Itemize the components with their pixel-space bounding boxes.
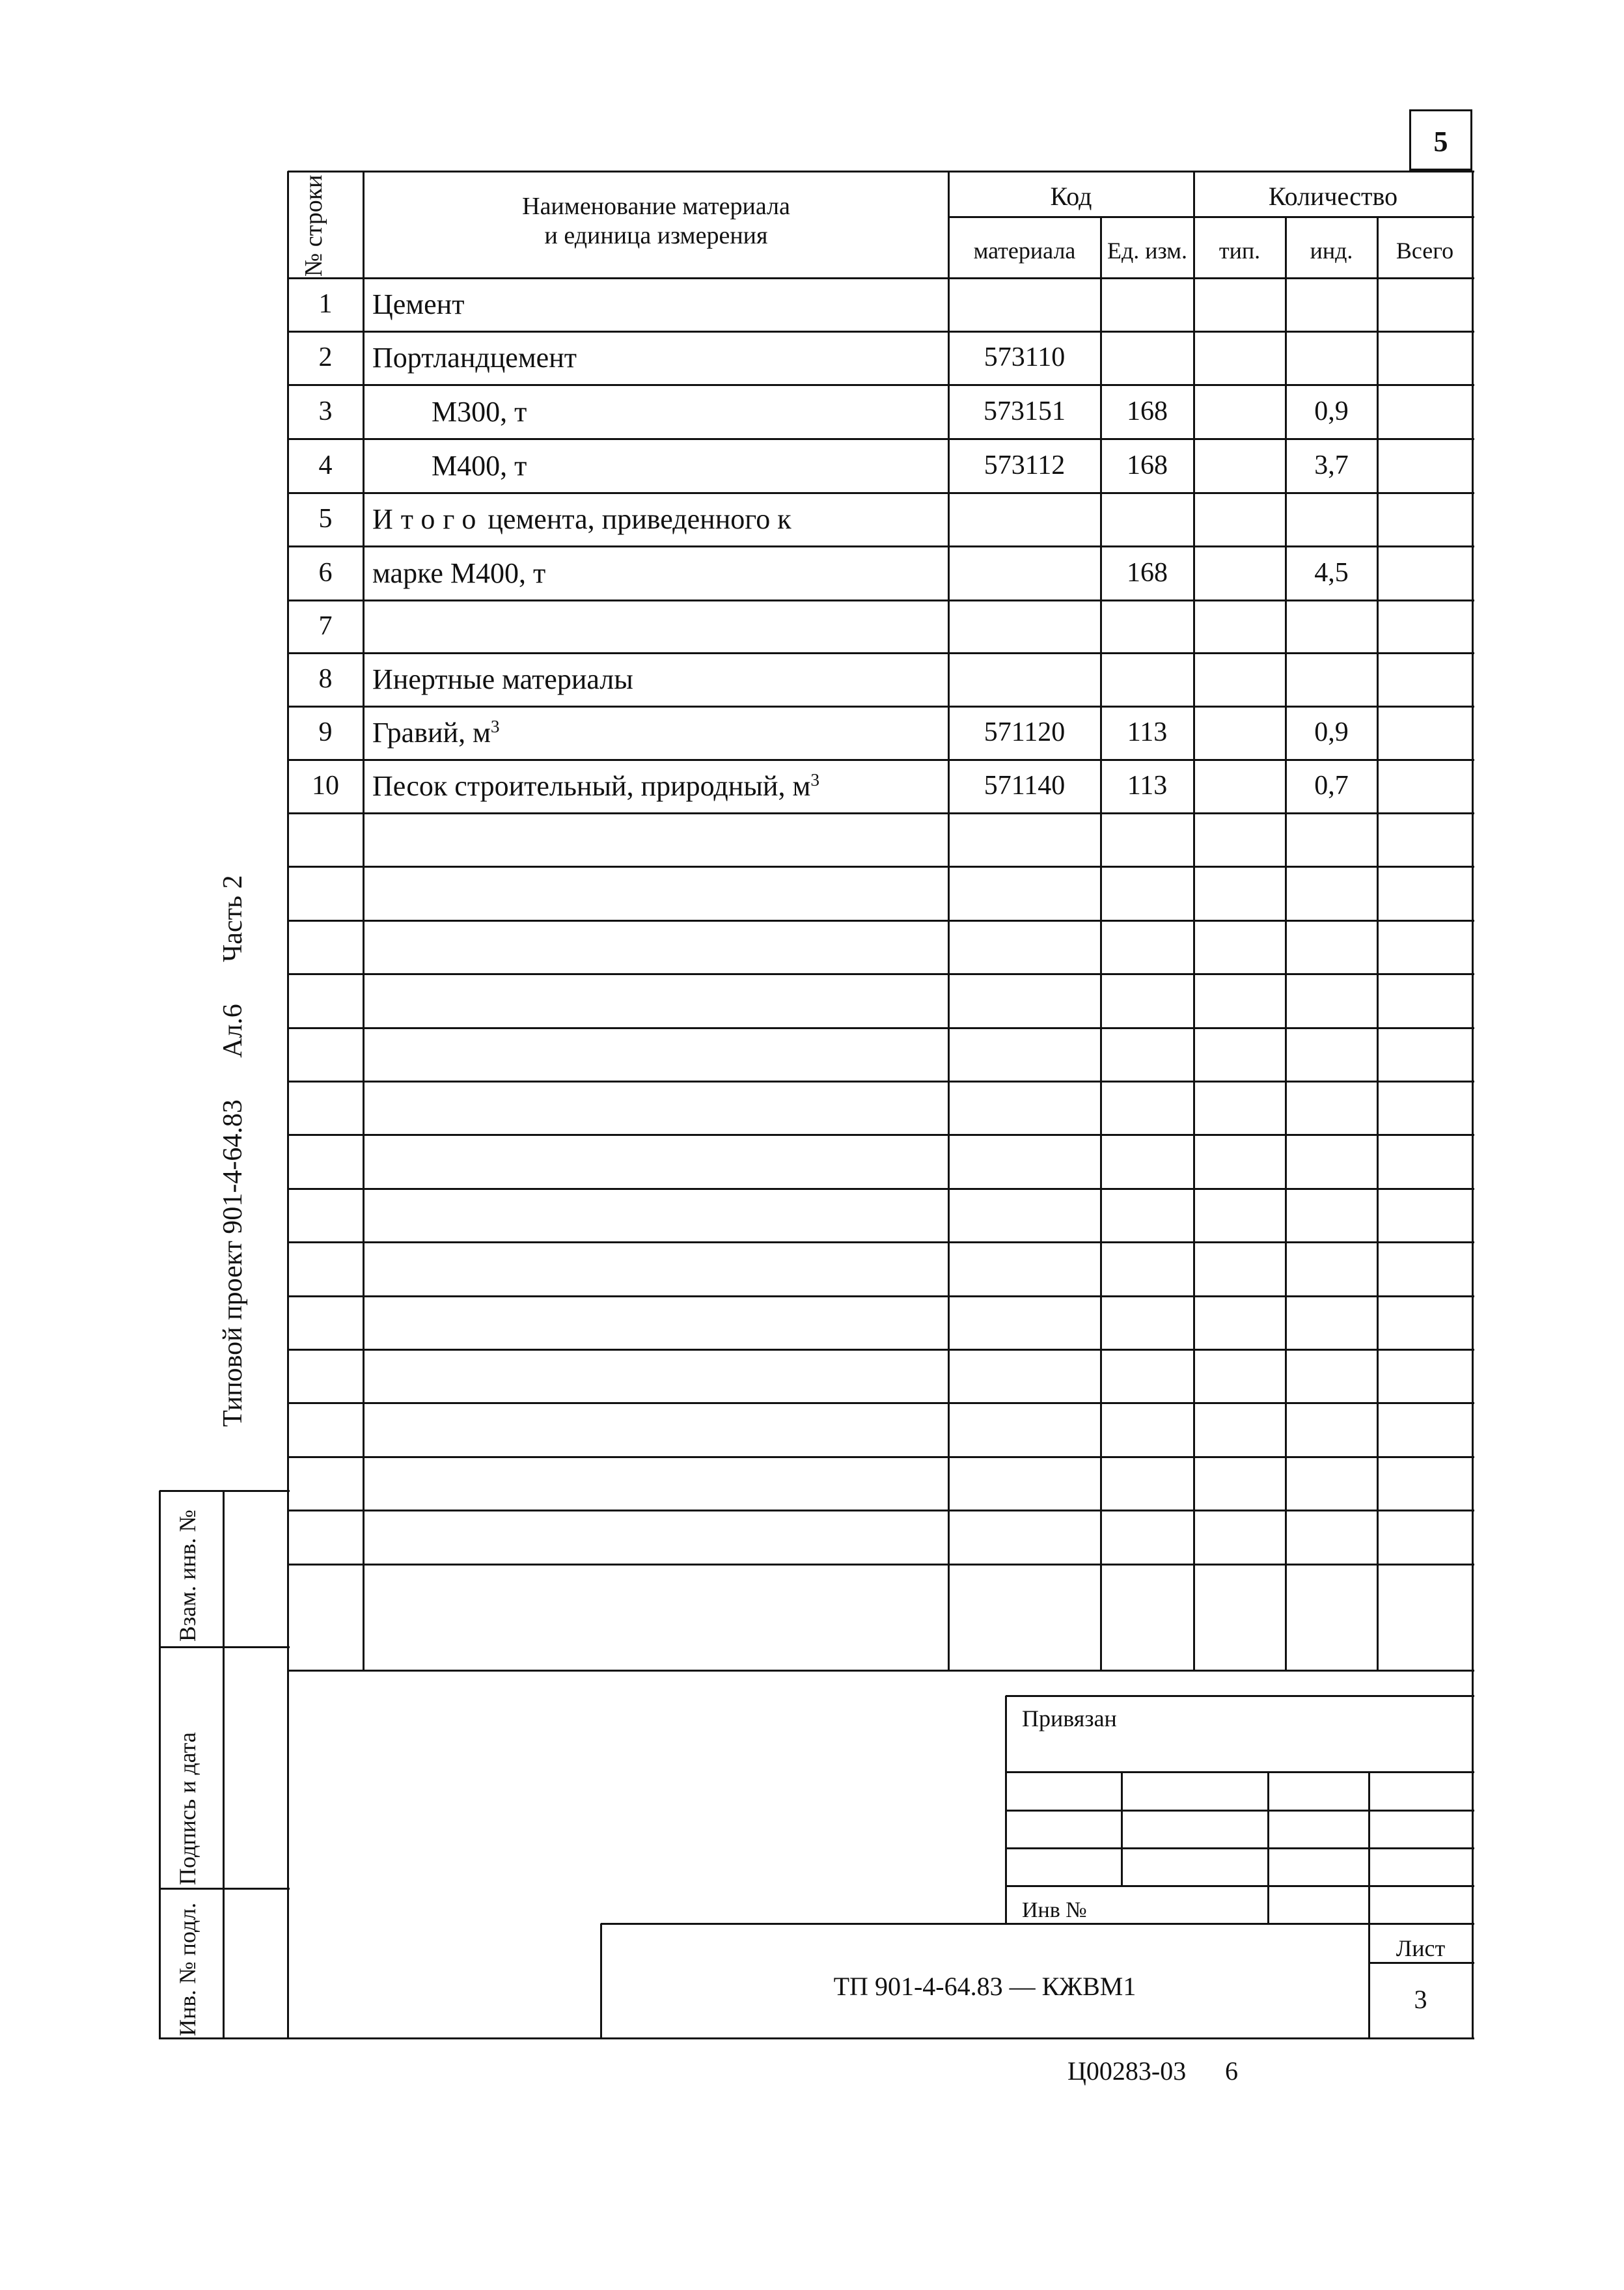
column-divider [1377,217,1379,1672]
unit-code: 168 [1127,557,1168,588]
stamp-col-line [1267,1772,1269,1925]
quantity-ind: 0,9 [1314,396,1349,426]
designation: ТП 901-4-64.83 — КЖВМ1 [833,1972,1136,2001]
quantity-ind: 0,9 [1314,717,1349,747]
column-divider [948,171,950,1672]
row-number: 3 [318,396,333,426]
table-bottom-border [288,1670,1474,1672]
header-total: Всего [1396,238,1454,264]
row-divider [288,438,1474,440]
row-number: 10 [312,771,339,801]
column-divider [1285,217,1287,1672]
material-name [372,719,500,747]
sheet-label: Лист [1396,1935,1446,1961]
row-divider [288,812,1474,814]
unit-code: 113 [1127,771,1168,801]
sheet-value: 3 [1414,1985,1427,2014]
header-row-no: № строки [300,174,327,277]
material-name-text: марке М400, т [372,557,546,589]
row-divider [288,652,1474,654]
row-divider [288,600,1474,601]
strip-divider [159,1888,290,1890]
footer-code: Ц00283-03 [1067,2056,1187,2086]
material-name [432,449,527,482]
sheet-number: 5 [1433,126,1448,158]
row-divider [288,1349,1474,1351]
sheet-label-line [1369,1962,1474,1964]
stamp-col-line [1121,1772,1123,1887]
material-code: 573151 [984,396,1066,426]
material-name-text: Гравий, м [372,717,491,749]
material-name [372,559,545,588]
row-divider [288,1510,1474,1511]
stamp-line [1006,1810,1474,1812]
row-divider [288,1027,1474,1029]
material-code: 573110 [984,342,1066,372]
header-code: Код [1050,182,1092,211]
side-album-label: Ал.6 [218,1004,248,1058]
frame-right-border [1472,171,1474,2039]
vzam-inv-label: Взам. инв. № [174,1510,200,1642]
header-name-line1: Наименование материала [522,193,790,220]
strip-outer-line [159,1491,161,2039]
material-name-text: Цемент [372,288,465,320]
material-name [372,665,633,694]
quantity-ind: 3,7 [1314,450,1349,480]
row-divider [288,545,1474,547]
material-name [372,772,819,801]
column-divider [363,171,365,1672]
designation-top-line [601,1923,1474,1925]
stamp-line [1006,1847,1474,1849]
unit-superscript: 3 [810,770,819,790]
row-number: 4 [318,450,333,480]
footer-page: 6 [1225,2056,1238,2086]
row-divider [288,492,1474,494]
row-divider [288,866,1474,868]
table-top-border [288,171,1474,172]
unit-superscript: 3 [490,717,500,736]
material-name-text: Портландцемент [372,342,577,374]
material-code: 573112 [984,450,1066,480]
inv-podl-label: Инв. № подл. [174,1902,200,2036]
material-name-text: Инертные материалы [372,663,633,695]
row-divider [288,384,1474,386]
material-code: 571120 [984,717,1066,747]
unit-code: 168 [1127,396,1168,426]
stamp-top-line [1006,1695,1474,1697]
material-name-text: цемента, приведенного к [488,503,791,535]
strip-top-line [159,1490,290,1492]
material-name [432,395,527,428]
row-divider [288,1456,1474,1458]
material-name [372,344,577,372]
side-project-label: Типовой проект 901-4-64.83 [218,1099,248,1427]
row-divider [288,759,1474,761]
unit-code: 168 [1127,450,1168,480]
row-number: 6 [318,557,333,588]
row-number: 9 [318,717,333,747]
material-name-text: М400, т [432,449,527,482]
header-bottom-border [288,277,1474,279]
row-divider [288,973,1474,975]
column-divider [1193,171,1195,1672]
strip-bottom-line [159,2037,290,2039]
row-number: 7 [318,611,333,641]
row-divider [288,1241,1474,1243]
quantity-ind: 0,7 [1314,771,1349,801]
side-part-label: Часть 2 [218,875,248,962]
row-number: 1 [318,289,333,319]
row-number: 5 [318,504,333,534]
podpis-data-label: Подпись и дата [174,1732,200,1885]
strip-divider [159,1646,290,1648]
header-unit: Ед. изм. [1107,238,1188,264]
privyazan-label: Привязан [1022,1705,1117,1731]
column-divider [1100,217,1102,1672]
material-name-text: М300, т [432,395,527,428]
header-name-line2: и единица измерения [544,222,768,249]
spaced-word: Итого [372,503,484,535]
row-divider [288,331,1474,333]
header-ind: инд. [1310,238,1353,264]
strip-inner-line [223,1491,225,2039]
row-number: 2 [318,342,333,372]
unit-code: 113 [1127,717,1168,747]
row-number: 8 [318,664,333,694]
stamp-line [1006,1771,1474,1773]
header-quantity: Количество [1268,182,1398,211]
header-material: материала [973,238,1076,264]
material-name [372,290,464,319]
row-divider [288,1564,1474,1566]
material-name [372,505,791,534]
material-name-text: Песок строительный, природный, м [372,770,811,802]
row-divider [288,1402,1474,1404]
header-subdivider [948,216,1474,218]
row-divider [288,706,1474,708]
stamp-line [1006,1885,1474,1887]
row-divider [288,1081,1474,1083]
material-code: 571140 [984,771,1066,801]
header-typ: тип. [1218,238,1261,264]
quantity-ind: 4,5 [1314,557,1349,588]
frame-bottom-border [288,2037,1474,2039]
row-divider [288,1188,1474,1190]
row-divider [288,920,1474,922]
row-divider [288,1134,1474,1136]
inv-no-label: Инв № [1022,1898,1087,1922]
row-divider [288,1295,1474,1297]
